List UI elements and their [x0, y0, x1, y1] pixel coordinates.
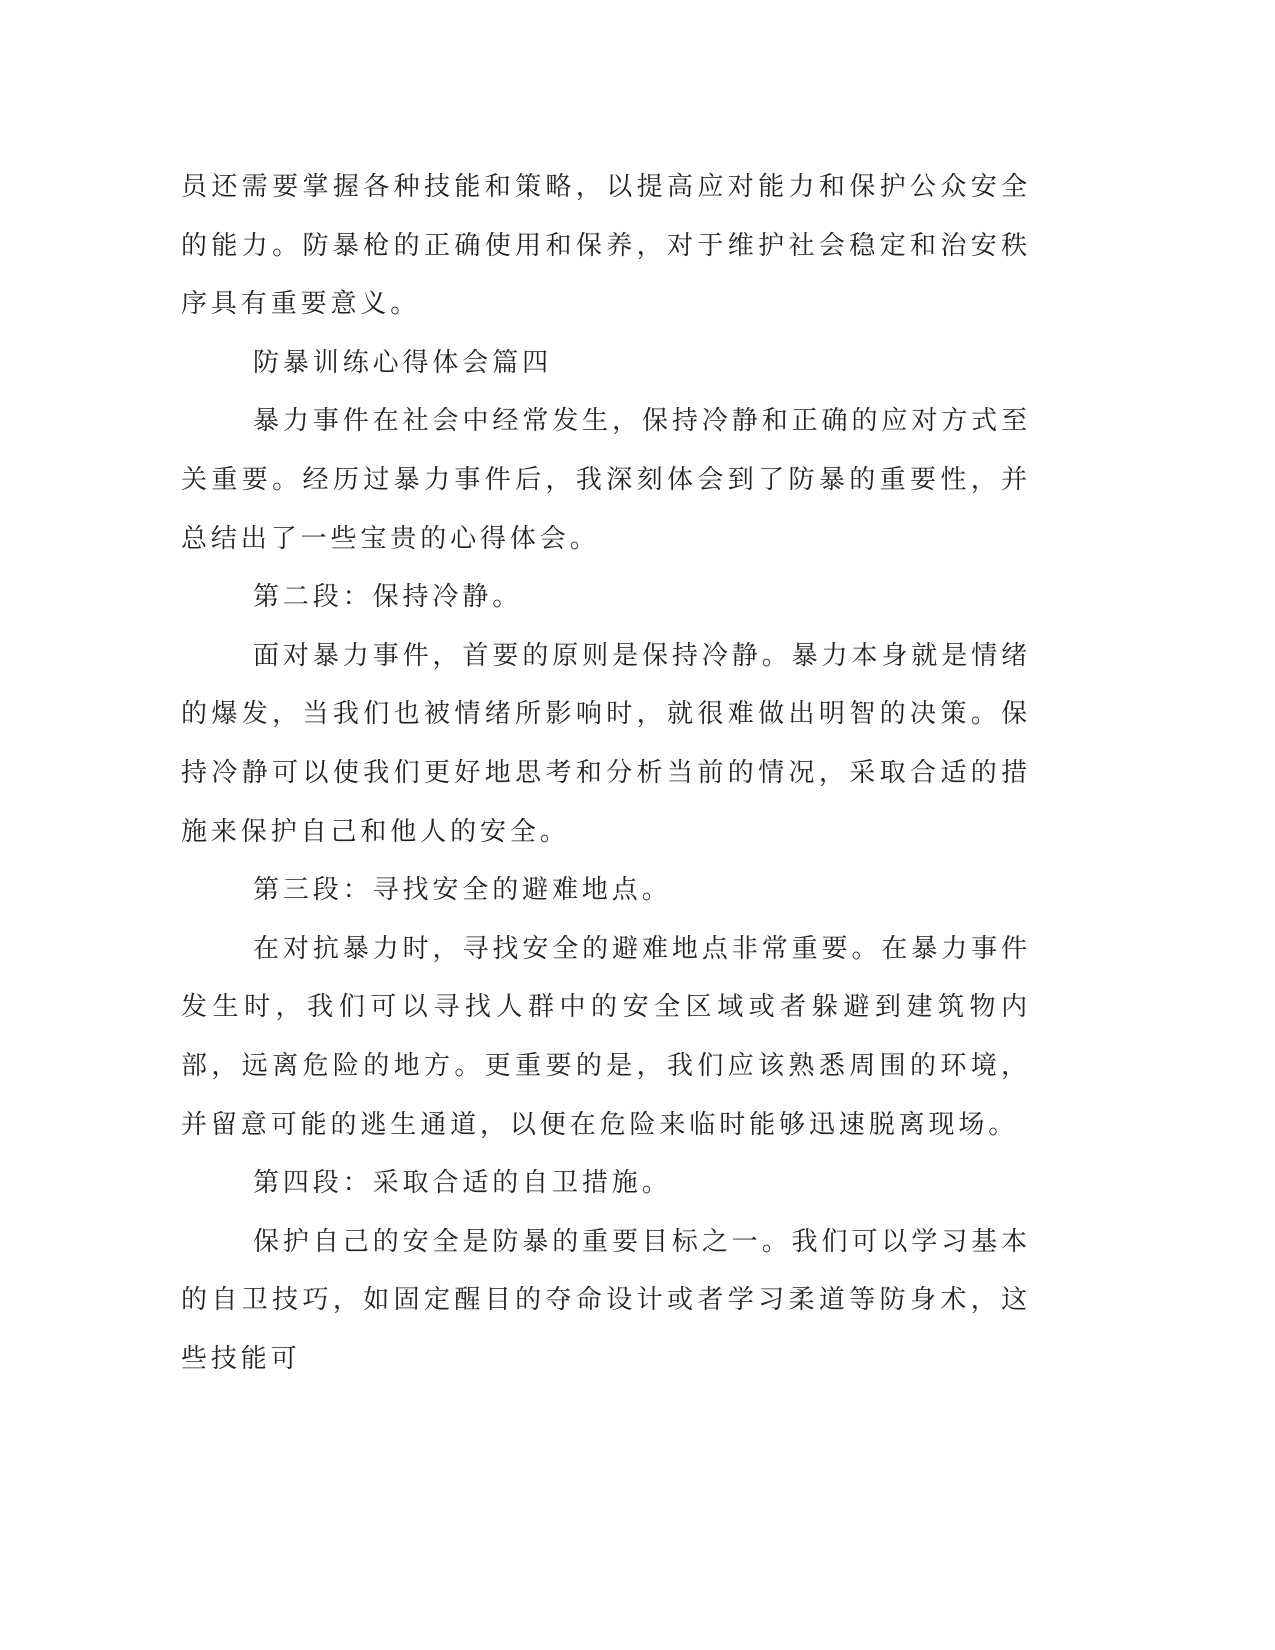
section-heading: 防暴训练心得体会篇四 — [253, 347, 553, 378]
paragraph-safe-shelter: 在对抗暴力时，寻找安全的避难地点非常重要。在暴力事件发生时，我们可以寻找人群中的安全区域或者躲避到建筑物内部，远离危险的地方。更重要的是，我们应该熟悉周围的环境，并留意可能的逃生通道，以便在危险来临时能够迅速脱离现场。 — [181, 933, 1031, 1140]
paragraph-intro: 暴力事件在社会中经常发生，保持冷静和正确的应对方式至关重要。经历过暴力事件后，我深刻体会到了防暴的重要性，并总结出了一些宝贵的心得体会。 — [181, 406, 1031, 554]
subheading-stay-calm: 第二段：保持冷静。 — [253, 582, 523, 613]
paragraph-self-defense: 保护自己的安全是防暴的重要目标之一。我们可以学习基本的自卫技巧，如固定醒目的夺命设计或者学习柔道等防身术，这些技能可 — [181, 1226, 1031, 1374]
document-body — [181, 158, 1031, 1388]
subheading-safe-shelter: 第三段：寻找安全的避难地点。 — [253, 875, 672, 906]
paragraph-stay-calm: 面对暴力事件，首要的原则是保持冷静。暴力本身就是情绪的爆发，当我们也被情绪所影响时，就很难做出明智的决策。保持冷静可以使我们更好地思考和分析当前的情况，采取合适的措施来保护自己和他人的安全。 — [181, 640, 1031, 847]
paragraph-continued: 员还需要掌握各种技能和策略，以提高应对能力和保护公众安全的能力。防暴枪的正确使用和保养，对于维护社会稳定和治安秩序具有重要意义。 — [181, 172, 1031, 320]
subheading-self-defense: 第四段：采取合适的自卫措施。 — [253, 1168, 672, 1199]
